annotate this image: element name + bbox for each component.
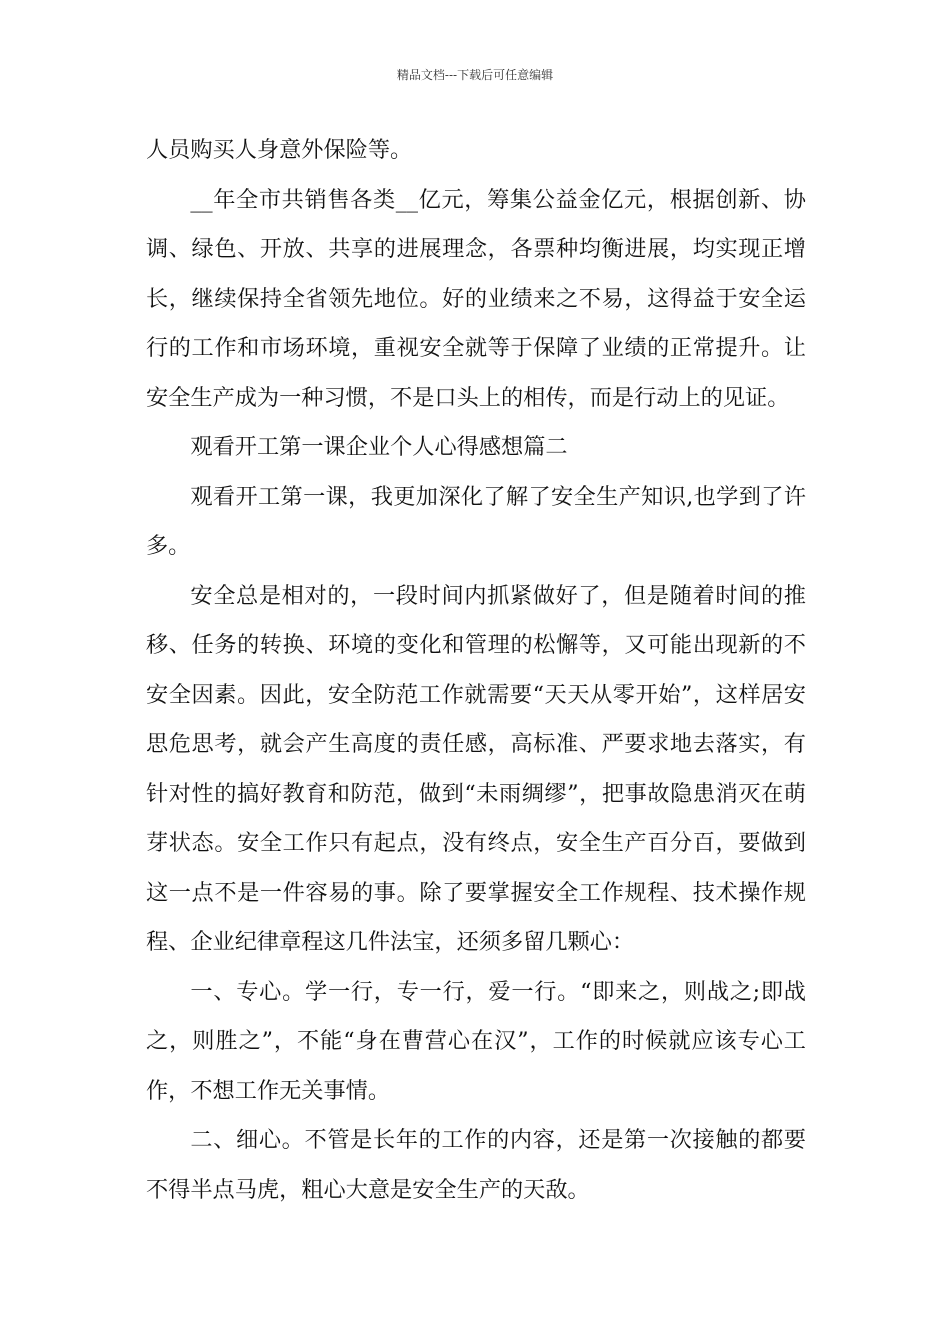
paragraph: __年全市共销售各类__亿元，筹集公益金亿元，根据创新、协调、绿色、开放、共享的进展理念，各票种均衡进展，均实现正增长，继续保持全省领先地位。好的业绩来之不易，这得益于安全运行的工作和市场环境，重视安全就等于保障了业绩的正常提升。让安全生产成为一种习惯，不是口头上的相传，而是行动上的见证。 [146,186,806,411]
paragraph: 一、专心。学一行，专一行，爱一行。“即来之，则战之;即战之，则胜之”，不能“身在曹营心在汉”，工作的时候就应该专心工作，不想工作无关事情。 [146,978,806,1104]
page-header: 精品文档---下载后可任意编辑 [396,68,554,82]
document-body [146,126,806,1215]
paragraph: 观看开工第一课，我更加深化了解了安全生产知识,也学到了许多。 [146,483,806,559]
paragraph: 安全总是相对的，一段时间内抓紧做好了，但是随着时间的推移、任务的转换、环境的变化和管理的松懈等，又可能出现新的不安全因素。因此，安全防范工作就需要“天天从零开始”，这样居安思危思考，就会产生高度的责任感，高标准、严要求地去落实，有针对性的搞好教育和防范，做到“未雨绸缪”，把事故隐患消灭在萌芽状态。安全工作只有起点，没有终点，安全生产百分百，要做到这一点不是一件容易的事。除了要掌握安全工作规程、技术操作规程、企业纪律章程这几件法宝，还须多留几颗心： [146,582,806,955]
paragraph: 人员购买人身意外保险等。 [146,137,413,163]
paragraph: 二、细心。不管是长年的工作的内容，还是第一次接触的都要不得半点马虎，粗心大意是安全生产的天敌。 [146,1127,806,1203]
section-heading: 观看开工第一课企业个人心得感想篇二 [190,434,568,460]
